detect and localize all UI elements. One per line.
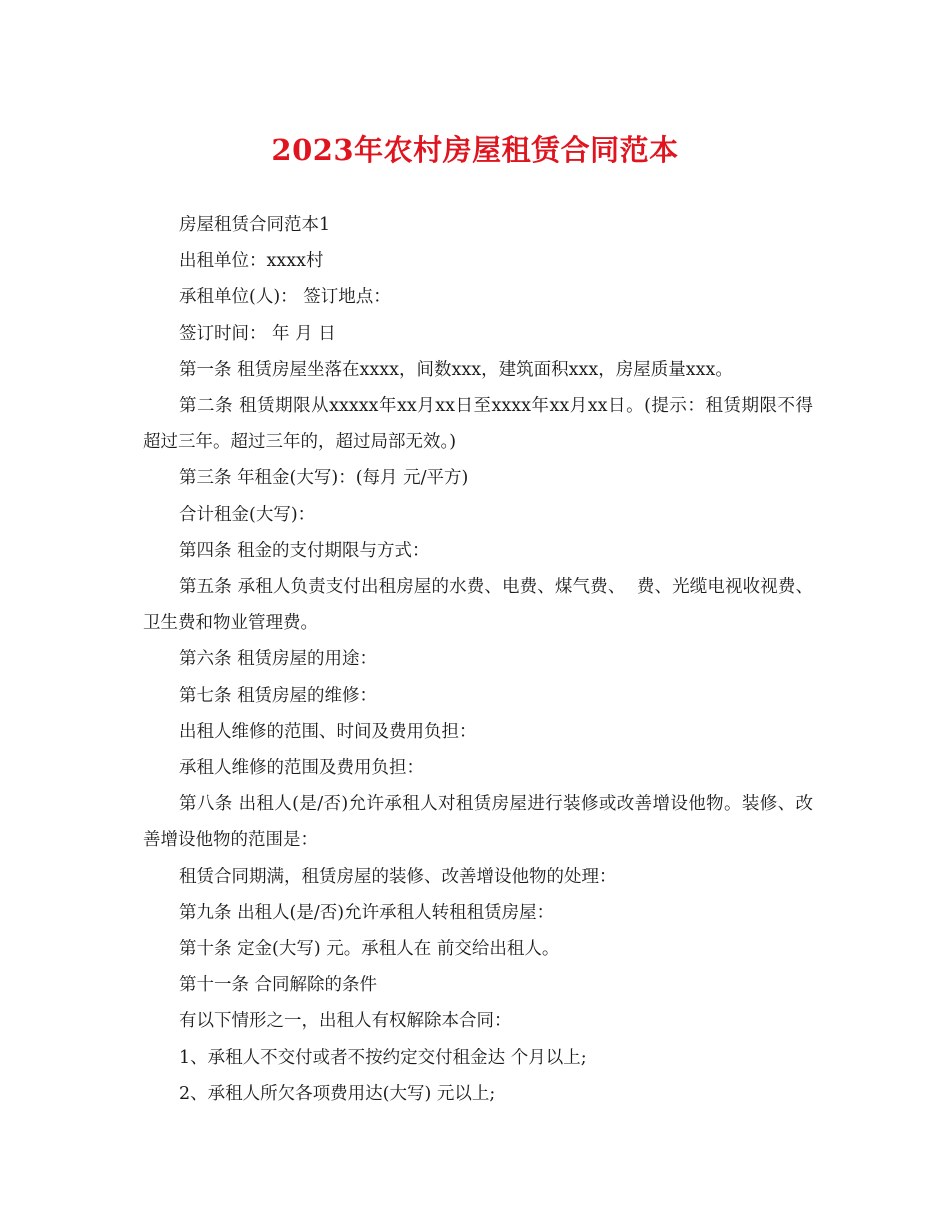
paragraph-article-3: 第三条 年租金(大写)：(每月 元/平方): [179, 468, 469, 489]
document-body: [143, 207, 813, 1112]
list-item-1: 1、承租人不交付或者不按约定交付租金达 个月以上;: [179, 1047, 587, 1068]
paragraph-heading: 房屋租赁合同范本1: [179, 215, 331, 235]
paragraph-lessor-repair: 出租人维修的范围、时间及费用负担：: [179, 721, 477, 742]
paragraph-article-1: 第一条 租赁房屋坐落在xxxx，间数xxx，建筑面积xxx，房屋质量xxx。: [179, 359, 733, 380]
paragraph-lessee-repair: 承租人维修的范围及费用负担：: [179, 758, 424, 779]
paragraph-lessee-place: 承租单位(人)： 签订地点：: [179, 287, 391, 308]
document-title: 2023年农村房屋租赁合同范本: [271, 133, 679, 167]
paragraph-expiry-handling: 租赁合同期满，租赁房屋的装修、改善增设他物的处理：: [179, 866, 617, 887]
paragraph-article-7: 第七条 租赁房屋的维修：: [179, 685, 378, 706]
paragraph-termination-intro: 有以下情形之一，出租人有权解除本合同：: [179, 1011, 512, 1032]
paragraph-article-2: 第二条 租赁期限从xxxxx年xx月xx日至xxxx年xx月xx日。(提示：租赁期限不得超过三年。超过三年的，超过局部无效。): [143, 396, 813, 453]
paragraph-article-4: 第四条 租金的支付期限与方式：: [179, 540, 430, 561]
paragraph-article-8: 第八条 出租人(是/否)允许承租人对租赁房屋进行装修或改善增设他物。装修、改善增设他物的范围是：: [143, 794, 813, 851]
paragraph-article-5: 第五条 承租人负责支付出租房屋的水费、电费、煤气费、 费、光缆电视收视费、卫生费和物业管理费。: [143, 577, 813, 634]
list-item-2: 2、承租人所欠各项费用达(大写) 元以上;: [179, 1083, 496, 1104]
paragraph-article-11: 第十一条 合同解除的条件: [179, 975, 378, 996]
paragraph-article-6: 第六条 租赁房屋的用途：: [179, 649, 378, 670]
paragraph-sign-date: 签订时间： 年 月 日: [179, 323, 336, 344]
paragraph-article-9: 第九条 出租人(是/否)允许承租人转租租赁房屋：: [179, 902, 555, 923]
paragraph-lessor: 出租单位：xxxx村: [179, 251, 324, 272]
paragraph-article-10: 第十条 定金(大写) 元。承租人在 前交给出租人。: [179, 939, 560, 960]
paragraph-total-rent: 合计租金(大写)：: [179, 504, 316, 525]
